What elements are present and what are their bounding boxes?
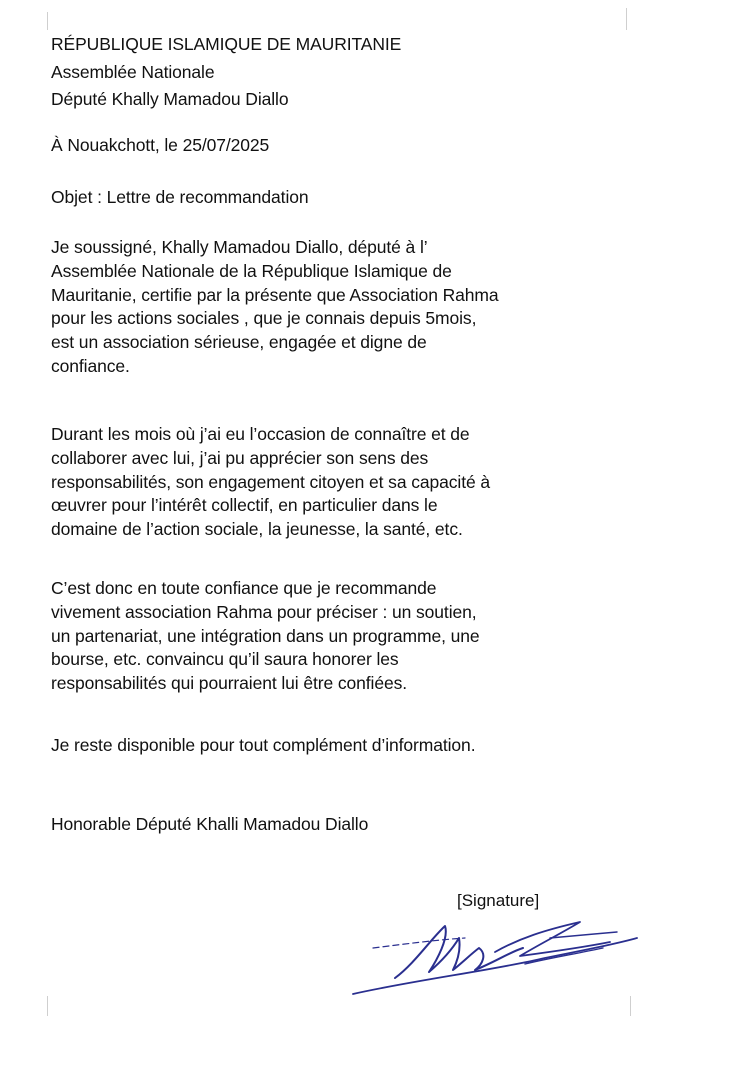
paragraph-line: confiance. — [51, 355, 130, 376]
header-deputy: Député Khally Mamadou Diallo — [51, 89, 289, 109]
signature-label: [Signature] — [457, 891, 540, 910]
paragraph-line: collaborer avec lui, j’ai pu apprécier son sens des — [51, 447, 429, 468]
letter-date: À Nouakchott, le 25/07/2025 — [51, 135, 270, 155]
signature-stroke — [353, 938, 637, 994]
crop-mark-top-left — [47, 12, 48, 30]
paragraph-line: vivement association Rahma pour préciser : un soutien, — [51, 601, 477, 622]
signature-stroke — [395, 926, 523, 978]
signature-stroke — [373, 938, 465, 948]
paragraph-line: œuvrer pour l’intérêt collectif, en particulier dans le — [51, 495, 438, 516]
closing-sentence: Je reste disponible pour tout complément d’information. — [51, 735, 476, 755]
paragraph-recommendation — [51, 577, 651, 696]
paragraph-line: domaine de l’action sociale, la jeunesse, la santé, etc. — [51, 519, 463, 540]
header-country: RÉPUBLIQUE ISLAMIQUE DE MAURITANIE — [51, 34, 402, 54]
paragraph-line: responsabilités, son engagement citoyen et sa capacité à — [51, 471, 490, 492]
handwritten-signature — [345, 908, 645, 1000]
paragraph-line: Mauritanie, certifie par la présente que Association Rahma — [51, 284, 499, 305]
paragraph-line: pour les actions sociales , que je connais depuis 5mois, — [51, 308, 477, 329]
paragraph-line: bourse, etc. convaincu qu’il saura honorer les — [51, 649, 399, 670]
signature-stroke — [495, 922, 610, 956]
paragraph-line: un partenariat, une intégration dans un programme, une — [51, 625, 480, 646]
letter-header — [51, 31, 651, 114]
crop-mark-bottom-left — [47, 996, 48, 1016]
paragraph-line: Assemblée Nationale de la République Islamique de — [51, 260, 452, 281]
paragraph-line: responsabilités qui pourraient lui être confiées. — [51, 673, 408, 694]
crop-mark-top-right — [626, 8, 627, 30]
letter-subject: Objet : Lettre de recommandation — [51, 187, 309, 207]
paragraph-line: est un association sérieuse, engagée et digne de — [51, 332, 427, 353]
paragraph-experience — [51, 423, 651, 542]
paragraph-line: Je soussigné, Khally Mamadou Diallo, député à l’ — [51, 237, 428, 257]
paragraph-line: C’est donc en toute confiance que je recommande — [51, 578, 437, 598]
signer-name: Honorable Député Khalli Mamadou Diallo — [51, 814, 369, 834]
paragraph-line: Durant les mois où j’ai eu l’occasion de connaître et de — [51, 424, 470, 444]
header-institution: Assemblée Nationale — [51, 61, 215, 82]
paragraph-introduction — [51, 236, 651, 379]
